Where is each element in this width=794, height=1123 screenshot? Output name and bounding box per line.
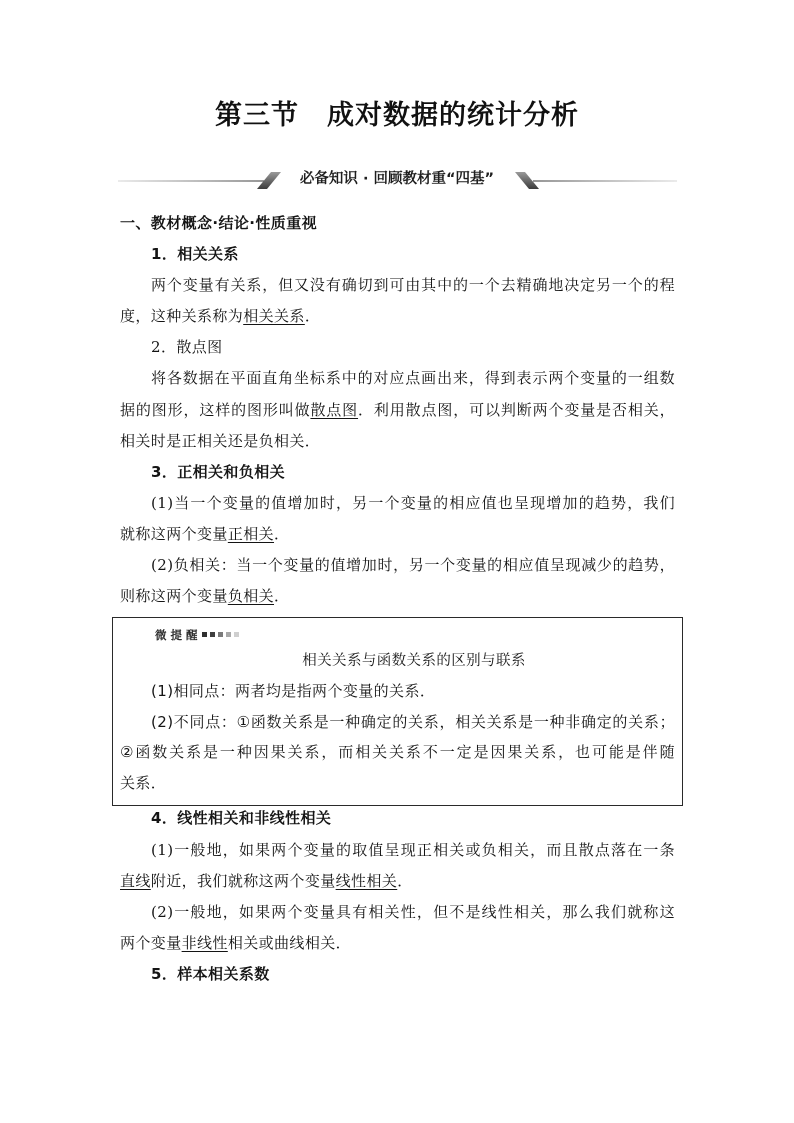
key-term: 直线	[120, 871, 151, 890]
text-line	[120, 768, 675, 799]
tip-title: 相关关系与函数关系的区别与联系	[302, 652, 526, 669]
key-term: 散点图	[310, 400, 359, 419]
text-run: 附近，我们就称这两个变量	[150, 871, 336, 890]
section-heading-sample-correlation: 5．样本相关系数	[151, 964, 270, 983]
text-line	[120, 835, 675, 866]
text-run: 将各数据在平面直角坐标系中的对应点画出来，得到表示两个变量的一组数	[151, 369, 675, 388]
square-icon	[202, 632, 207, 637]
text-line	[120, 363, 675, 394]
text-run: (1)相同点：两者均是指两个变量的关系．	[151, 681, 436, 700]
text-run: (1)当一个变量的值增加时，另一个变量的相应值也呈现增加的趋势，我们	[151, 493, 675, 512]
square-icon	[218, 632, 223, 637]
key-term: 正相关	[227, 524, 275, 543]
paragraph-correlation-definition	[120, 270, 675, 332]
text-line	[120, 270, 675, 301]
text-line	[120, 488, 675, 519]
text-run: ②函数关系是一种因果关系，而相关关系不一定是因果关系，也可能是伴随	[120, 743, 675, 762]
text-run: 相关或曲线相关．	[227, 933, 352, 952]
text-run: ．利用散点图，可以判断两个变量是否相关，	[358, 400, 675, 419]
section-heading-scatter-plot: 2．散点图	[151, 338, 223, 357]
text-line	[120, 519, 675, 550]
text-run: 关系．	[120, 774, 167, 793]
paragraph-scatter-plot	[120, 363, 675, 456]
text-line	[120, 676, 675, 707]
text-run: (2)负相关：当一个变量的值增加时，另一个变量的相应值呈现减少的趋势，	[151, 556, 675, 575]
text-line	[120, 426, 675, 457]
text-run: ．	[274, 524, 290, 543]
text-run: ．	[274, 587, 290, 606]
tip-label-row	[120, 624, 675, 646]
tip-difference	[120, 707, 675, 799]
key-term: 相关关系	[243, 307, 305, 326]
square-icon	[234, 632, 239, 637]
text-run: 两个变量	[120, 933, 182, 952]
text-run: ．	[304, 307, 321, 326]
text-run: (2)不同点：①函数关系是一种确定的关系，相关关系是一种非确定的关系；	[151, 712, 675, 731]
section-heading-correlation: 1．相关关系	[151, 245, 239, 264]
banner-label: 必备知识 · 回顾教材重“四基”	[299, 171, 495, 187]
text-run: 相关时是正相关还是负相关．	[120, 431, 321, 450]
paragraph-positive-correlation	[120, 488, 675, 550]
tip-similarity	[120, 676, 675, 707]
section-heading-positive-negative: 3．正相关和负相关	[151, 462, 286, 481]
paragraph-nonlinear-correlation	[120, 897, 675, 959]
text-run: 据的图形，这样的图形叫做	[120, 400, 311, 419]
paragraph-negative-correlation	[120, 550, 675, 612]
text-line	[120, 581, 675, 612]
text-run: 度，这种关系称为	[120, 307, 244, 326]
tip-box	[112, 617, 683, 806]
text-run: (1)一般地，如果两个变量的取值呈现正相关或负相关，而且散点落在一条	[151, 840, 675, 859]
section-heading-linear: 4．线性相关和非线性相关	[151, 809, 332, 828]
document-body	[120, 208, 675, 990]
key-term: 负相关	[227, 587, 275, 606]
text-run: 则称这两个变量	[120, 587, 228, 606]
page-title: 第三节 成对数据的统计分析	[215, 100, 579, 131]
key-term: 线性相关	[335, 871, 398, 890]
paragraph-linear-correlation	[120, 835, 675, 897]
text-line	[120, 301, 675, 332]
text-line	[120, 737, 675, 768]
text-run: 就称这两个变量	[120, 524, 228, 543]
text-line	[120, 866, 675, 897]
part-heading: 一、教材概念·结论·性质重视	[120, 214, 317, 232]
text-line	[120, 707, 675, 738]
square-icon	[210, 632, 215, 637]
tip-label: 微提醒	[155, 627, 202, 642]
text-line	[120, 897, 675, 928]
text-run: ．	[397, 871, 413, 890]
square-icon	[226, 632, 231, 637]
text-line	[120, 928, 675, 959]
text-line	[120, 395, 675, 426]
key-term: 非线性	[181, 933, 228, 952]
text-run: (2)一般地，如果两个变量具有相关性，但不是线性相关，那么我们就称这	[151, 902, 675, 921]
text-line	[120, 550, 675, 581]
text-run: 两个变量有关系，但又没有确切到可由其中的一个去精确地决定另一个的程	[151, 276, 675, 295]
